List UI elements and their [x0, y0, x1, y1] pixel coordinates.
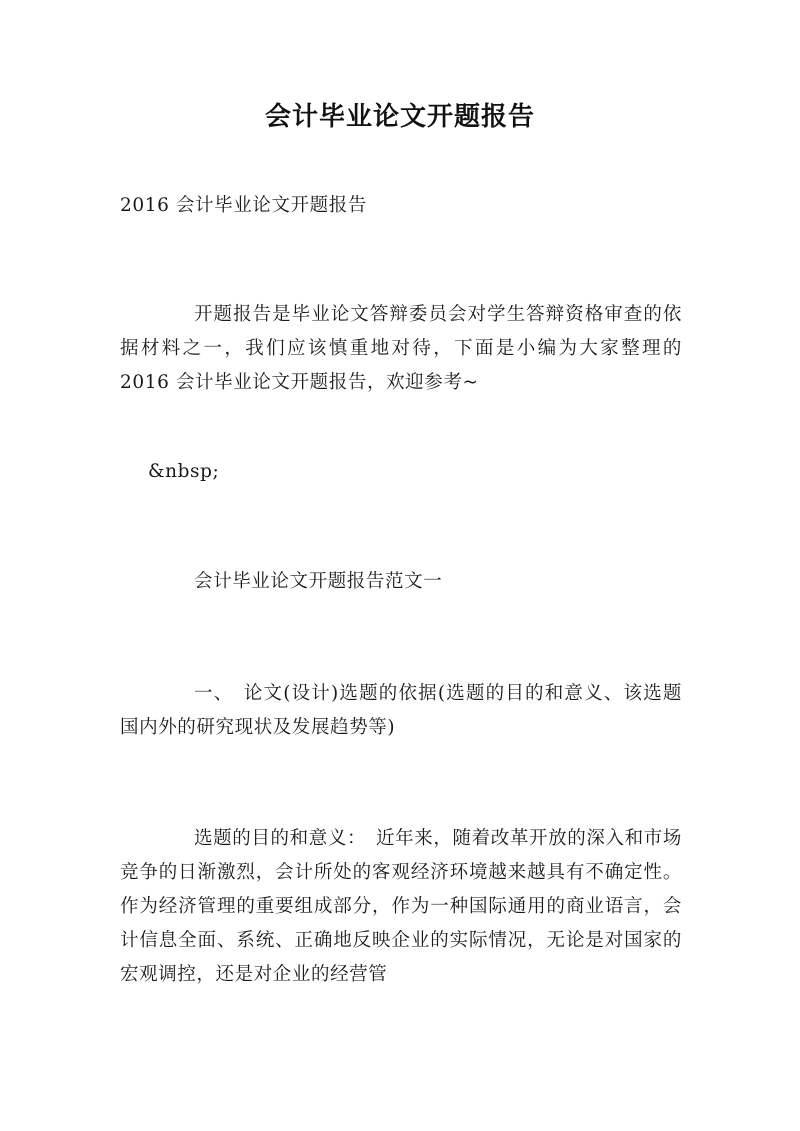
body-paragraph-1: 选题的目的和意义： 近年来，随着改革开放的深入和市场竞争的日渐激烈，会计所处的客观经济环境越来越具有不确定性。作为经济管理的重要组成部分，作为一种国际通用的商业语言，会计信息全面、系统、正确地反映企业的实际情况，无论是对国家的宏观调控，还是对企业的经营管 — [120, 828, 682, 985]
intro-paragraph: 开题报告是毕业论文答辩委员会对学生答辩资格审查的依据材料之一，我们应该慎重地对待，下面是小编为大家整理的2016 会计毕业论文开题报告，欢迎参考~ — [120, 304, 682, 393]
document-title: 会计毕业论文开题报告 — [264, 102, 535, 132]
document-subtitle: 2016 会计毕业论文开题报告 — [120, 195, 367, 216]
nbsp-text: &nbsp; — [148, 461, 220, 482]
section-heading-1: 一、 论文(设计)选题的依据(选题的目的和意义、该选题国内外的研究现状及发展趋势等) — [120, 683, 682, 738]
section-title: 会计毕业论文开题报告范文一 — [194, 571, 443, 592]
